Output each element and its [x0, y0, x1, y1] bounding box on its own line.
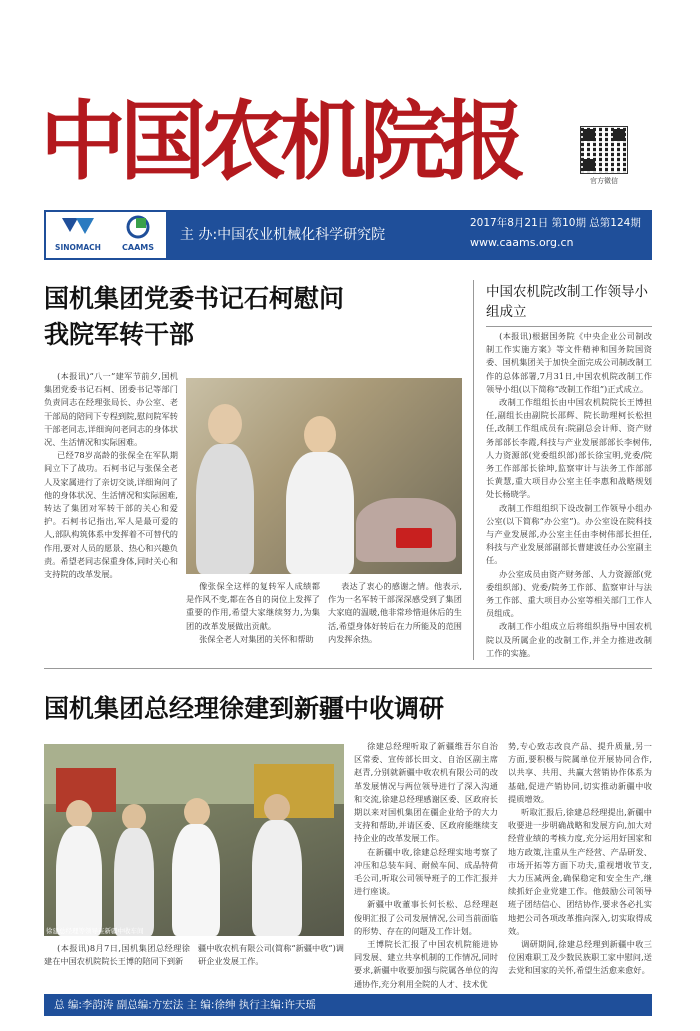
article1-headline-line1: 国机集团党委书记石柯慰问 — [44, 284, 345, 313]
caams-logo — [112, 214, 164, 256]
sinomach-logo — [52, 214, 104, 256]
article1-paragraph: 表达了衷心的感谢之情。他表示,作为一名军转干部深深感受到了集团大家庭的温暖,他非常珍惜退休后的生活,希望身体好转后在力所能及的范围内发挥余热。 — [328, 581, 462, 644]
section-divider — [44, 668, 652, 669]
editorial-staff: 总 编:李韵涛 副总编:方宏法 主 编:徐绅 执行主编:许天瑶 — [54, 999, 316, 1011]
article3-headline: 国机集团总经理徐建到新疆中收调研 — [44, 694, 445, 723]
article1-column-2 — [186, 580, 320, 646]
article2-paragraph: 办公室成员由资产财务部、人力资源部(党委组织部)、党委/院务工作部、监察审计与法务工作部、重大项目办公室等相关部门工作人员组成。 — [486, 568, 652, 619]
website-link[interactable]: www.caams.org.cn — [470, 236, 574, 249]
headline-underline — [486, 326, 652, 327]
article1-paragraph: 已经78岁高龄的张保全在军队期间立下了战功。石柯书记与张保全老人及家属进行了亲切交谈,详细询问了他的身体状况、生活情况和实际困难,转达了集团对军转干部的关心和爱护。石柯书记指出,军人是最可爱的人,部队构筑体系中发挥着不可替代的作用,要对人员的愿景、热心和兴趣负责。希望老同志保重身体,同时关心和支持院的改革发展。 — [44, 450, 178, 580]
masthead-title: 中国农机院报 — [40, 91, 520, 192]
article3-paragraph: 在新疆中收,徐建总经理实地考察了冲压和总装车间、耐候车间、成品特荷毛公司,听取公司领导班子的工作汇报并进行座谈。 — [354, 846, 498, 897]
host-label: 主 办:中国农业机械化科学研究院 — [180, 227, 386, 243]
article2-paragraph: 改制工作小组成立后将组织指导中国农机院以及所属企业的改制工作,并全力推进改制工作的实施。 — [486, 621, 652, 658]
article3-paragraph: (本报讯)8月7日,国机集团总经理徐建在中国农机院院长王博的陪同下到新 — [44, 943, 190, 967]
article1-headline-line2: 我院军转干部 — [44, 320, 195, 349]
article2-paragraph: 改制工作组组织下设改制工作领导小组办公室(以下简称“办公室”)。办公室设在院科技与产业发展部,办公室主任由李树伟部长担任,科技与产业发展部副部长曹建波任办公室副主任。 — [486, 502, 652, 566]
article2-paragraph: (本报讯)根据国务院《中央企业公司制改制工作实施方案》等文件精神和国务院国资委、国机集团关于加快全面完成公司制改制工作的总体部署,7月31日,中国农机院改制工作领导小组(以下简称“改制工作组”)正式成立。 — [486, 331, 652, 394]
article3-paragraph: 势,专心致志改良产品、提升质量,另一方面,要积极与院属单位开展协同合作,以共享、共用、共赢大营销协作体系为基础,促进产销协同,切实推动新疆中收提质增效。 — [508, 741, 652, 804]
logo-sinomach-text: SINOMACH — [55, 243, 101, 252]
article3-column-2 — [198, 942, 344, 968]
article3-paragraph: 调研期间,徐建总经理到新疆中收三位困难职工及少数民族职工家中慰问,送去党和国家的关怀,希望生活愈来愈好。 — [508, 939, 652, 976]
photo-visit — [186, 378, 462, 574]
photo-factory — [44, 744, 344, 936]
article2-body — [486, 330, 652, 660]
article1-paragraph: 张保全老人对集团的关怀和帮助 — [199, 633, 314, 644]
article1-paragraph: 像张保全这样的复转军人成绩都是作风不变,都在各自的岗位上发挥了重要的作用,希望大家继续努力,为集团的改革发展做出贡献。 — [186, 581, 320, 631]
article2-headline: 中国农机院改制工作领导小组成立 — [486, 284, 648, 320]
article1-paragraph: (本报讯)“八一”建军节前夕,国机集团党委书记石柯、团委书记等部门负责同志在经理张局长、办公室、老干部局的陪同下专程到院,慰问院军转干部老同志,详细询问老同志的身体状况、生活情况和实际困难。 — [44, 371, 178, 448]
article3-paragraph: 疆中收农机有限公司(简称“新疆中收”)调研企业发展工作。 — [198, 943, 344, 967]
qr-label: 官方微信 — [590, 177, 618, 185]
article2-paragraph: 改制工作组组长由中国农机院院长王博担任,副组长由副院长邵辉、院长助理柯长松担任,改制工作组成员有:院副总会计师、资产财务部部长李霞,科技与产业发展部部长李树伟,人力资源部(党委组织部)部长徐宝明,党委/院务工作部部长徐坤,监察审计与法务工作部部长黄慧,重大项目办公室主任李惠和战略规划处长杨晓学。 — [486, 397, 652, 500]
article3-paragraph: 听取汇报后,徐建总经理提出,新疆中收要进一步明确战略和发展方向,加大对经营业绩的考核力度,充分运用好国家和地方政策,注重从生产经营、产品研发、市场开拓等方面下功夫,重视增收节支,大力压减两金,确保稳定和安全生产,继续抓好企业党建工作。他鼓励公司领导班子团结信心、团结协作,要求各必扎实地把公司各项改革推向深入,切实取得成效。 — [508, 807, 652, 936]
issue-info: 2017年8月21日 第10期 总第124期 — [470, 217, 641, 229]
column-divider — [473, 280, 474, 660]
article3-column-1 — [44, 942, 190, 968]
article1-column-3 — [328, 580, 462, 646]
logo-caams-text: CAAMS — [122, 243, 154, 252]
photo-caption: 徐建总经理等领导在新疆中收车间 — [46, 927, 144, 935]
article1-column-1 — [44, 370, 178, 581]
article3-paragraph: 王博院长汇报了中国农机院能进协同发展、建立共享机制的工作情况,同时要求,新疆中收要加强与院属各单位的沟通协作,充分利用全院的人才、技术优 — [354, 939, 498, 989]
article3-paragraph: 徐建总经理听取了新疆维吾尔自治区常委、宣传部长田文、自治区副主席赵青,分别就新疆中收农机有限公司的改革发展情况与两位领导进行了深入沟通和交流,徐建总经理感谢区委、区政府长期以来对国机集团在疆企业给予的大力支持和帮助,并请区委、区政府能继续支持企业的改革发展工作。 — [354, 741, 498, 844]
article3-paragraph: 新疆中收董事长何长松、总经理赵俊明汇报了公司发展情况,公司当前面临的形势、存在的问题及工作计划。 — [354, 899, 498, 936]
article3-column-3 — [354, 740, 498, 991]
qr-code-icon — [580, 126, 628, 174]
article3-column-4 — [508, 740, 652, 978]
